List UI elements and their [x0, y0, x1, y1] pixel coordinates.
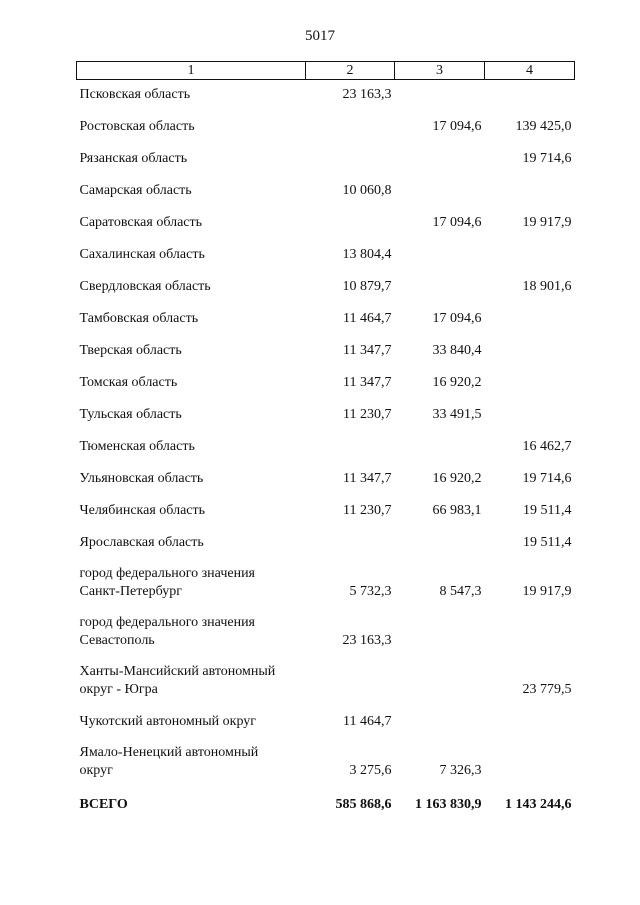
value-c4: 18 901,6: [522, 279, 572, 294]
value-c2: [306, 650, 395, 699]
value-c3: [395, 264, 485, 296]
page-number: 5017: [305, 28, 335, 44]
region-name: город федерального значения Севастополь: [79, 615, 255, 648]
value-c2: [306, 104, 395, 136]
value-c4: 139 425,0: [515, 119, 572, 134]
value-c4: [485, 168, 575, 200]
value-c4: [485, 80, 575, 105]
table-row: [77, 650, 575, 699]
value-c3: 17 094,6: [432, 311, 482, 326]
region-name: Сахалинская область: [79, 247, 205, 262]
value-c2: [306, 520, 395, 552]
value-c3: [395, 424, 485, 456]
table-row: [77, 264, 575, 296]
value-c2: 23 163,3: [342, 633, 392, 648]
region-name: Свердловская область: [79, 279, 211, 294]
value-c3: 17 094,6: [432, 119, 482, 134]
value-c2: 5 732,3: [349, 584, 392, 599]
value-c4: 19 714,6: [522, 151, 572, 166]
table-row: [77, 456, 575, 488]
value-c4: [485, 699, 575, 731]
value-c3: 33 840,4: [432, 343, 482, 358]
value-c3: 66 983,1: [432, 503, 482, 518]
value-c3: [395, 232, 485, 264]
region-name: Челябинская область: [79, 503, 205, 518]
table-row: [77, 80, 575, 105]
value-c4: 19 917,9: [522, 584, 572, 599]
region-name: Самарская область: [79, 183, 192, 198]
value-c2: 23 163,3: [342, 87, 392, 102]
allocation-table: [76, 61, 575, 814]
table-row: [77, 731, 575, 780]
value-c2: [306, 200, 395, 232]
value-c3: [395, 520, 485, 552]
table-row: [77, 601, 575, 650]
region-name: Рязанская область: [79, 151, 188, 166]
table-row: [77, 104, 575, 136]
value-c3: 1 163 830,9: [415, 797, 482, 812]
value-c4: 23 779,5: [522, 682, 572, 697]
value-c2: 11 464,7: [343, 714, 392, 729]
value-c2: 11 347,7: [343, 471, 392, 486]
region-name: Тюменская область: [79, 439, 195, 454]
table-row: [77, 168, 575, 200]
value-c2: [306, 136, 395, 168]
value-c3: [395, 601, 485, 650]
table-row: [77, 392, 575, 424]
value-c3: 16 920,2: [432, 471, 482, 486]
total-row: [77, 780, 575, 814]
table-row: [77, 488, 575, 520]
region-name: ВСЕГО: [79, 797, 128, 812]
value-c3: [395, 699, 485, 731]
value-c2: 3 275,6: [349, 763, 392, 778]
table-row: [77, 200, 575, 232]
value-c2: 10 879,7: [342, 279, 392, 294]
value-c3: [395, 650, 485, 699]
table-row: [77, 232, 575, 264]
value-c4: 19 511,4: [523, 503, 572, 518]
table-row: [77, 699, 575, 731]
region-name: Ярославская область: [79, 535, 204, 550]
value-c2: 11 347,7: [343, 375, 392, 390]
value-c3: [395, 80, 485, 105]
value-c4: 19 511,4: [523, 535, 572, 550]
value-c2: 10 060,8: [342, 183, 392, 198]
region-name: Саратовская область: [79, 215, 203, 230]
header-col-4: 4: [485, 62, 575, 80]
value-c4: [485, 601, 575, 650]
value-c3: 8 547,3: [439, 584, 482, 599]
table-row: [77, 328, 575, 360]
value-c2: 11 347,7: [343, 343, 392, 358]
region-name: Ростовская область: [79, 119, 195, 134]
region-name: Тверская область: [79, 343, 182, 358]
value-c3: [395, 168, 485, 200]
region-name: Томская область: [79, 375, 178, 390]
value-c4: [485, 392, 575, 424]
table-row: [77, 520, 575, 552]
value-c4: [485, 296, 575, 328]
region-name: Ханты-Мансийский автономный округ - Югра: [79, 664, 276, 697]
value-c3: 16 920,2: [432, 375, 482, 390]
region-name: Чукотский автономный округ: [79, 714, 257, 729]
table-row: [77, 136, 575, 168]
table-row: [77, 296, 575, 328]
value-c4: [485, 731, 575, 780]
value-c4: [485, 232, 575, 264]
value-c4: 19 917,9: [522, 215, 572, 230]
value-c4: [485, 328, 575, 360]
value-c2: 11 230,7: [343, 503, 392, 518]
value-c3: 7 326,3: [439, 763, 482, 778]
region-name: Тамбовская область: [79, 311, 199, 326]
value-c3: 17 094,6: [432, 215, 482, 230]
table-row: [77, 424, 575, 456]
value-c2: 11 464,7: [343, 311, 392, 326]
value-c4: 16 462,7: [522, 439, 572, 454]
value-c4: 19 714,6: [522, 471, 572, 486]
value-c2: 585 868,6: [335, 797, 392, 812]
header-col-2: 2: [306, 62, 395, 80]
value-c2: 11 230,7: [343, 407, 392, 422]
region-name: Псковская область: [79, 87, 191, 102]
value-c2: [306, 424, 395, 456]
header-col-3: 3: [395, 62, 485, 80]
region-name: Ульяновская область: [79, 471, 204, 486]
header-col-1: 1: [77, 62, 306, 80]
table-row: [77, 360, 575, 392]
value-c3: [395, 136, 485, 168]
value-c2: 13 804,4: [342, 247, 392, 262]
region-name: город федерального значения Санкт-Петербург: [79, 566, 255, 599]
region-name: Ямало-Ненецкий автономный округ: [79, 745, 259, 778]
value-c3: 33 491,5: [432, 407, 482, 422]
table-row: [77, 552, 575, 601]
column-number-header: [77, 62, 575, 80]
value-c4: 1 143 244,6: [505, 797, 572, 812]
region-name: Тульская область: [79, 407, 182, 422]
value-c4: [485, 360, 575, 392]
